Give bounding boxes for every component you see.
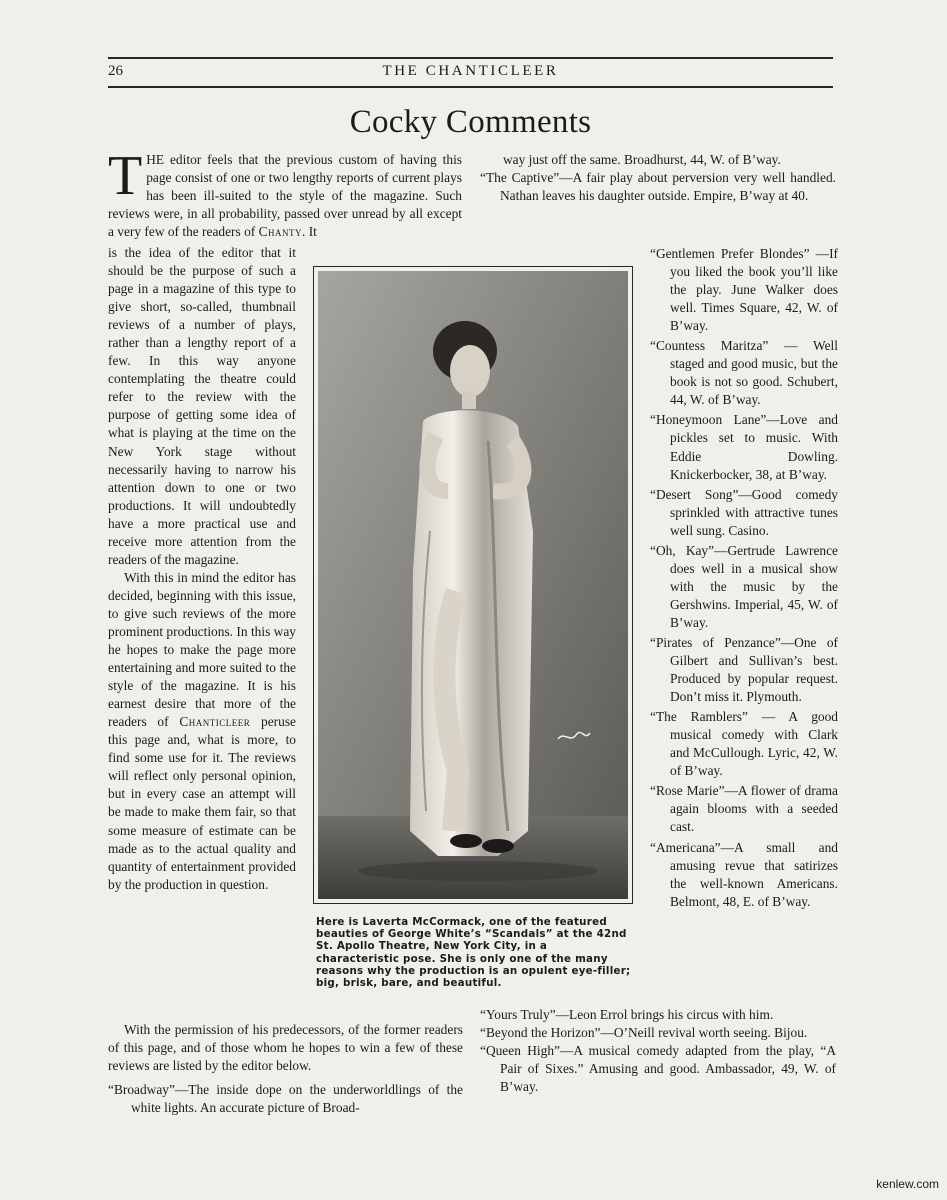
review-item: “Oh, Kay”—Gertrude Lawrence does well in a musical show with the music by the Gershwins. Imperial, 45, W. of B’way. — [650, 542, 838, 630]
left-bottom-column — [108, 1021, 463, 1117]
header-rule-bottom — [108, 86, 833, 88]
review-broadway-continued: way just off the same. Broadhurst, 44, W. of B’way. — [503, 152, 781, 167]
left-narrow-column — [108, 244, 296, 894]
portrait-photo — [318, 271, 628, 899]
running-title: THE CHANTICLEER — [382, 63, 559, 79]
intro-head-text: HE editor feels that the previous custom of having this page consist of one or two lengthy reports of current plays has been ill-suited to the style of the magazine. Such reviews were, in all probability, passed over unread by all except a very few of the readers of — [108, 152, 462, 240]
review-the-captive: “The Captive”—A fair play about perversion very well handled. Nathan leaves his daughter outside. Empire, B’way at 40. — [480, 170, 836, 204]
right-bottom-column — [480, 1006, 836, 1096]
intro-after-chanty: . It — [302, 224, 317, 240]
photo-frame — [313, 266, 633, 904]
review-item: “Honeymoon Lane”—Love and pickles set to music. With Eddie Dowling. Knickerbocker, 38, at B’way. — [650, 412, 838, 482]
intro-continuation: is the idea of the editor that it should be the purpose of such a page in a magazine of this type to give short, so-called, thumbnail reviews of a number of plays, rather than a lengthy report of a few. In this way anyone contemplating the theatre could refer to the review with the purpose of getting some idea of what is playing at the time on the New York stage without necessarily having to narrow his attention down to one or two productions. It will undoubtedly have a more practical use and receive more attention from the readers of the magazine. — [108, 245, 296, 567]
review-item: “Americana”—A small and amusing revue that satirizes the well-known Americans. Belmont, 48, E. of B’way. — [650, 839, 838, 909]
review-broadway: “Broadway”—The inside dope on the underworldlings of the white lights. An accurate picture of Broad- — [108, 1082, 463, 1116]
chanty-name: Chanty — [258, 224, 303, 240]
review-item: “Beyond the Horizon”—O’Neill revival worth seeing. Bijou. — [480, 1025, 808, 1041]
header-rule-top — [108, 57, 833, 59]
site-watermark: kenlew.com — [876, 1177, 939, 1191]
right-review-column — [650, 245, 838, 911]
review-item: “Countess Maritza” — Well staged and good music, but the book is not so good. Schubert, 44, W. of B’way. — [650, 338, 838, 408]
right-top-column — [480, 151, 836, 205]
para2-text-a: With this in mind the editor has decided, beginning with this issue, to give such reviews of the more prominent productions. In this way he hopes to make the page more entertaining and more suited to the style of the magazine. It is his earnest desire that more of the readers of — [108, 569, 296, 730]
review-item: “The Ramblers” — A good musical comedy with Clark and McCullough. Lyric, 42, W. of B’way. — [650, 709, 838, 779]
review-item: “Rose Marie”—A flower of drama again blooms with a seeded cast. — [650, 783, 838, 835]
page-number: 26 — [108, 63, 123, 79]
intro-paragraph — [108, 145, 462, 241]
intro-column — [108, 145, 462, 241]
chanticleer-name: Chanticleer — [179, 714, 251, 730]
second-paragraph — [108, 569, 296, 894]
review-item: “Gentlemen Prefer Blondes” —If you liked the book you’ll like the play. June Walker does well. Times Square, 42, W. of B’way. — [650, 246, 838, 334]
article-title: Cocky Comments — [349, 104, 592, 140]
drop-cap: T — [108, 145, 143, 207]
photo-caption: Here is Laverta McCormack, one of the featured beauties of George White’s “Scandals” at the 42nd St. Apollo Theatre, New York City, in a characteristic pose. She is only one of the many reasons why the production is an opulent eye-filler; big, brisk, bare, and beautiful. — [316, 916, 631, 990]
third-paragraph: With the permission of his predecessors, of the former readers of this page, and of those whom he hopes to win a few of these reviews are listed by the editor below. — [108, 1022, 463, 1074]
review-item: “Desert Song”—Good comedy sprinkled with attractive tunes well sung. Casino. — [650, 486, 838, 538]
review-item: “Pirates of Penzance”—One of Gilbert and Sullivan’s best. Produced by popular request. Don’t miss it. Plymouth. — [650, 634, 838, 705]
review-item: “Queen High”—A musical comedy adapted from the play, “A Pair of Sixes.” Amusing and good. Ambassador, 49, W. of B’way. — [480, 1043, 836, 1095]
review-item: “Yours Truly”—Leon Errol brings his circus with him. — [480, 1007, 774, 1022]
para2-text-b: peruse this page and, what is more, to find some use for it. The reviews will reflect only personal opinion, but in every case an attempt will be made to make them fair, so that some measure of estimate can be made as to the actual quality and quantity of entertainment provided by the production in question. — [108, 714, 296, 892]
